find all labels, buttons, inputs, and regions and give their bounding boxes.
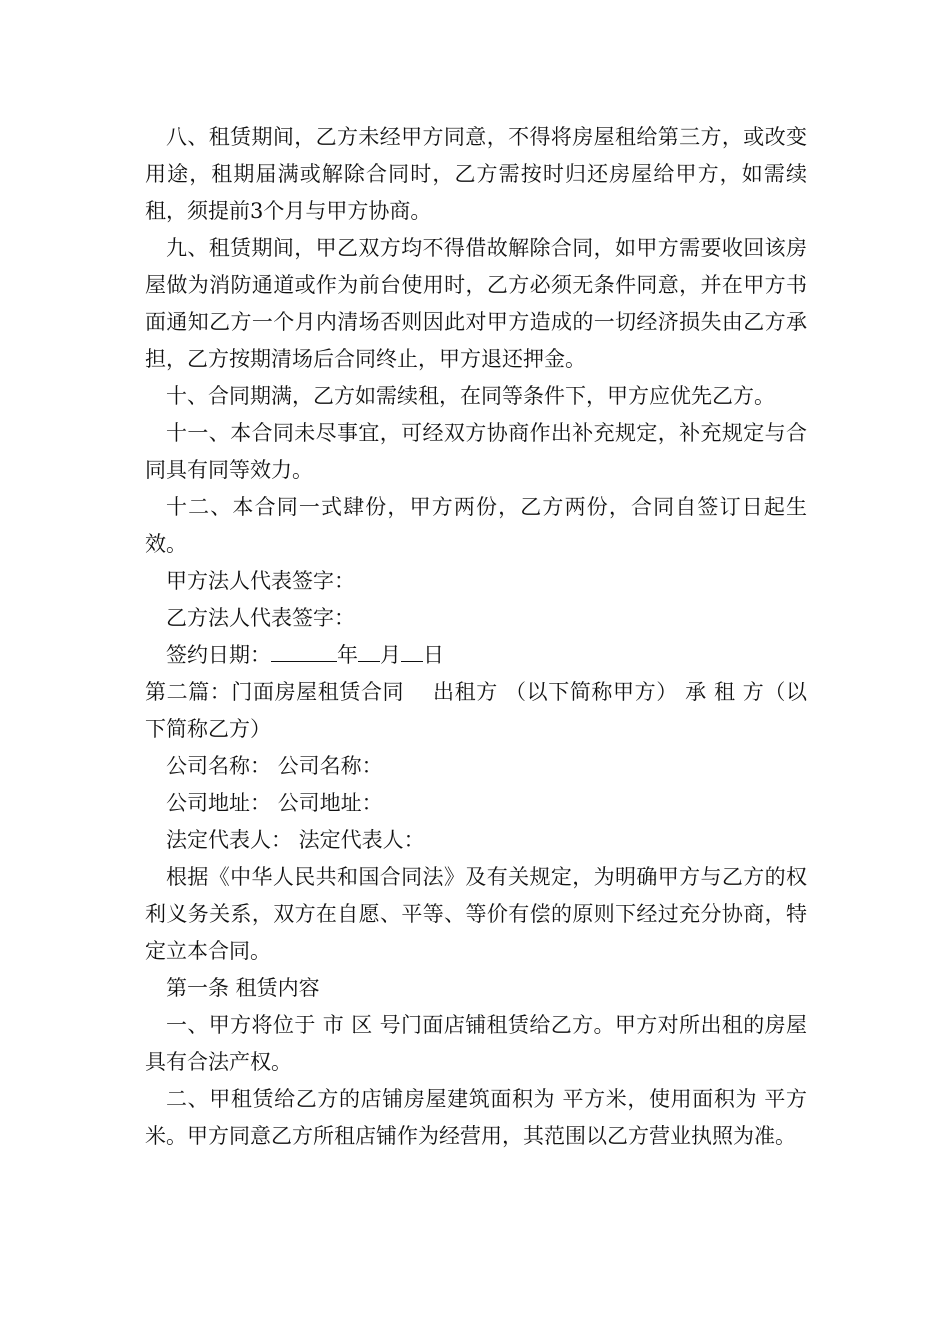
clause-9: 九、租赁期间，甲乙双方均不得借故解除合同，如甲方需要收回该房屋做为消防通道或作为前台使用时，乙方必须无条件同意，并在甲方书面通知乙方一个月内清场否则因此对甲方造成的一切经济损失由乙方承担，乙方按期清场后合同终止，甲方退还押金。	[145, 236, 807, 371]
preamble: 根据《中华人民共和国合同法》及有关规定，为明确甲方与乙方的权利义务关系，双方在自愿、平等、等价有偿的原则下经过充分协商，特定立本合同。	[145, 865, 807, 963]
clause-12: 十二、本合同一式肆份，甲方两份，乙方两份，合同自签订日起生效。	[145, 495, 807, 556]
signing-date	[145, 637, 807, 674]
article-1-title: 第一条 租赁内容	[166, 976, 320, 1000]
second-contract-heading: 第二篇：门面房屋租赁合同 出租方 （以下简称甲方） 承 租 方（以下简称乙方）	[145, 680, 807, 741]
company-address-line: 公司地址： 公司地址：	[166, 791, 383, 815]
year-blank	[271, 639, 337, 662]
party-a-signature: 甲方法人代表签字：	[166, 569, 355, 593]
article-1-item-1: 一、甲方将位于 市 区 号门面店铺租赁给乙方。甲方对所出租的房屋具有合法产权。	[145, 1013, 807, 1074]
month-blank	[358, 639, 380, 662]
party-b-signature: 乙方法人代表签字：	[166, 606, 355, 630]
year-label: 年	[337, 643, 358, 667]
clause-11: 十一、本合同未尽事宜，可经双方协商作出补充规定，补充规定与合同具有同等效力。	[145, 421, 807, 482]
article-1-item-2: 二、甲租赁给乙方的店铺房屋建筑面积为 平方米，使用面积为 平方米。甲方同意乙方所租店铺作为经营用，其范围以乙方营业执照为准。	[145, 1087, 807, 1148]
clause-10: 十、合同期满，乙方如需续租，在同等条件下，甲方应优先乙方。	[166, 384, 775, 408]
month-label: 月	[380, 643, 401, 667]
company-name-line: 公司名称： 公司名称：	[166, 754, 383, 778]
date-label: 签约日期：	[166, 643, 271, 667]
day-blank	[401, 639, 423, 662]
day-label: 日	[423, 643, 444, 667]
legal-representative-line: 法定代表人： 法定代表人：	[166, 828, 425, 852]
document-page	[145, 119, 807, 1155]
clause-8: 八、租赁期间，乙方未经甲方同意，不得将房屋租给第三方，或改变用途，租期届满或解除合同时，乙方需按时归还房屋给甲方，如需续租，须提前3个月与甲方协商。	[145, 125, 807, 223]
